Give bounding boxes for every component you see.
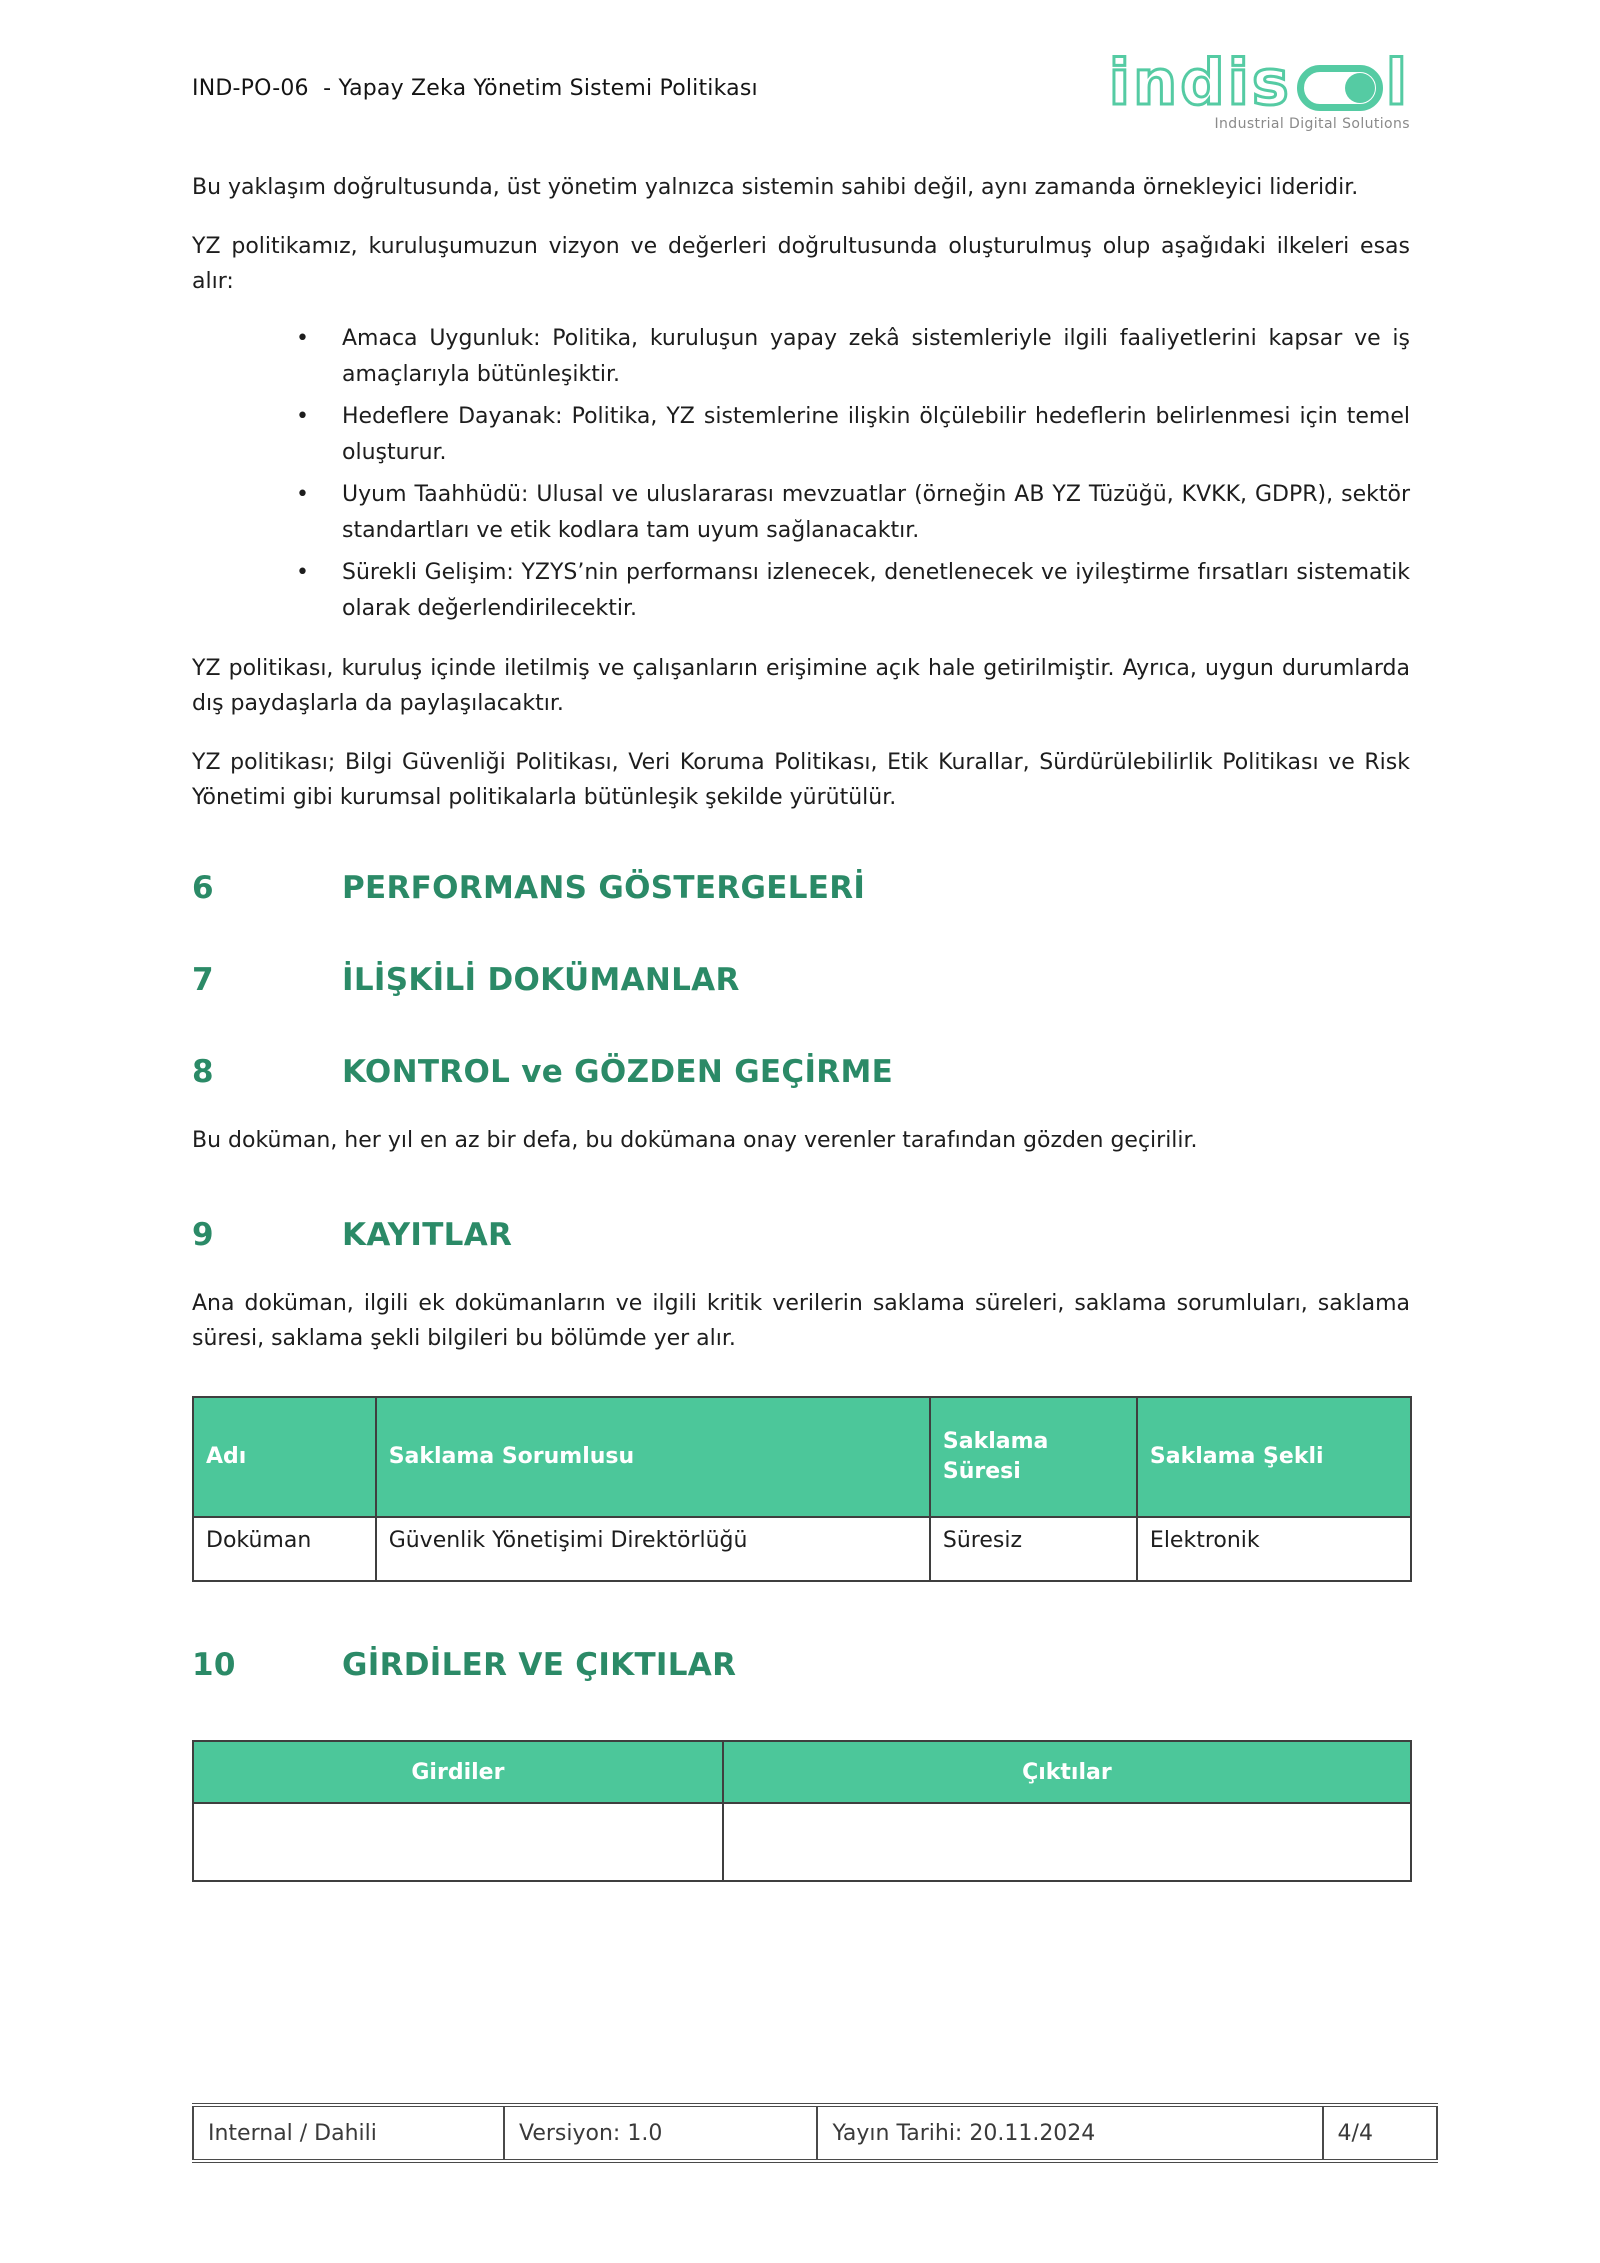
column-header-girdiler: Girdiler [193,1741,723,1803]
footer-page-number: 4/4 [1323,2105,1437,2161]
cell-saklama-sorumlusu: Güvenlik Yönetişimi Direktörlüğü [376,1517,930,1581]
indiscol-logo [1108,46,1410,132]
footer-version: Versiyon: 1.0 [504,2105,817,2161]
column-header-adi: Adı [193,1397,376,1517]
toggle-switch-icon [1297,65,1383,111]
footer-row [193,2105,1437,2161]
section-title: GİRDİLER VE ÇIKTILAR [342,1647,737,1683]
paragraph-communication: YZ politikası, kuruluş içinde iletilmiş ve çalışanların erişimine açık hale getirilmiştir. Ayrıca, uygun durumlarda dış paydaşlarla da paylaşılacaktır. [192,656,1410,716]
records-table-header-row [193,1397,1411,1517]
column-header-saklama-sekli: Saklama Şekli [1137,1397,1411,1517]
toggle-knob-icon [1345,73,1375,103]
page-header [192,46,1410,132]
document-code-title: IND-PO-06 - Yapay Zeka Yönetim Sistemi Politikası [192,76,758,101]
inputs-outputs-table [192,1740,1412,1882]
section-number: 10 [192,1647,236,1683]
section-heading-9 [192,1216,1410,1254]
records-table [192,1396,1412,1582]
section-number: 9 [192,1217,214,1253]
footer-classification: Internal / Dahili [193,2105,504,2161]
document-footer-table [192,2103,1438,2163]
section-title: KONTROL ve GÖZDEN GEÇİRME [342,1054,894,1090]
section-heading-7 [192,961,1410,999]
logo-wordmark [1108,46,1410,119]
cell-ciktilar-empty [723,1803,1411,1881]
paragraph-integration: YZ politikası; Bilgi Güvenliği Politikası, Veri Koruma Politikası, Etik Kurallar, Sürdürülebilirlik Politikası ve Risk Yönetimi gibi kurumsal politikalarla bütünleşik şekilde yürütülür. [192,750,1410,810]
column-header-saklama-suresi: Saklama Süresi [930,1397,1137,1517]
paragraph-records: Ana doküman, ilgili ek dokümanların ve ilgili kritik verilerin saklama süreleri, saklama sorumluları, saklama süresi, saklama şekli bilgileri bu bölümde yer alır. [192,1291,1410,1351]
io-table-header-row [193,1741,1411,1803]
list-item: • Amaca Uygunluk: Politika, kuruluşun yapay zekâ sistemleriyle ilgili faaliyetlerini kapsar ve iş amaçlarıyla bütünleşiktir. [342,321,1410,393]
section-heading-6 [192,869,1410,907]
list-item: • Hedeflere Dayanak: Politika, YZ sistemlerine ilişkin ölçülebilir hedeflerin belirlenmesi için temel oluşturur. [342,399,1410,471]
section-title: PERFORMANS GÖSTERGELERİ [342,870,866,906]
section-number: 6 [192,870,214,906]
section-title: İLİŞKİLİ DOKÜMANLAR [342,962,740,998]
policy-principles-list [192,321,1410,627]
section-number: 8 [192,1054,214,1090]
section-title: KAYITLAR [342,1217,513,1253]
logo-text-left: indis [1108,46,1292,119]
paragraph-policy-principles-intro: YZ politikamız, kuruluşumuzun vizyon ve değerleri doğrultusunda oluşturulmuş olup aşağıdaki ilkeleri esas alır: [192,234,1410,294]
cell-girdiler-empty [193,1803,723,1881]
section-number: 7 [192,962,214,998]
cell-saklama-sekli: Elektronik [1137,1517,1411,1581]
paragraph-review: Bu doküman, her yıl en az bir defa, bu dokümana onay verenler tarafından gözden geçirilir. [192,1128,1198,1153]
cell-saklama-suresi: Süresiz [930,1517,1137,1581]
list-item: • Sürekli Gelişim: YZYS’nin performansı izlenecek, denetlenecek ve iyileştirme fırsatları sistematik olarak değerlendirilecektir. [342,555,1410,627]
paragraph-leadership: Bu yaklaşım doğrultusunda, üst yönetim yalnızca sistemin sahibi değil, aynı zamanda örnekleyici lideridir. [192,175,1359,200]
table-row [193,1803,1411,1881]
section-heading-10 [192,1646,1410,1684]
logo-text-right: l [1385,46,1410,119]
table-row [193,1517,1411,1581]
cell-adi: Doküman [193,1517,376,1581]
section-heading-8 [192,1053,1410,1091]
footer-publish-date: Yayın Tarihi: 20.11.2024 [817,2105,1322,2161]
list-item: • Uyum Taahhüdü: Ulusal ve uluslararası mevzuatlar (örneğin AB YZ Tüzüğü, KVKK, GDPR), sektör standartları ve etik kodlara tam uyum sağlanacaktır. [342,477,1410,549]
logo-tagline: Industrial Digital Solutions [1214,116,1410,132]
column-header-saklama-sorumlusu: Saklama Sorumlusu [376,1397,930,1517]
column-header-ciktilar: Çıktılar [723,1741,1411,1803]
